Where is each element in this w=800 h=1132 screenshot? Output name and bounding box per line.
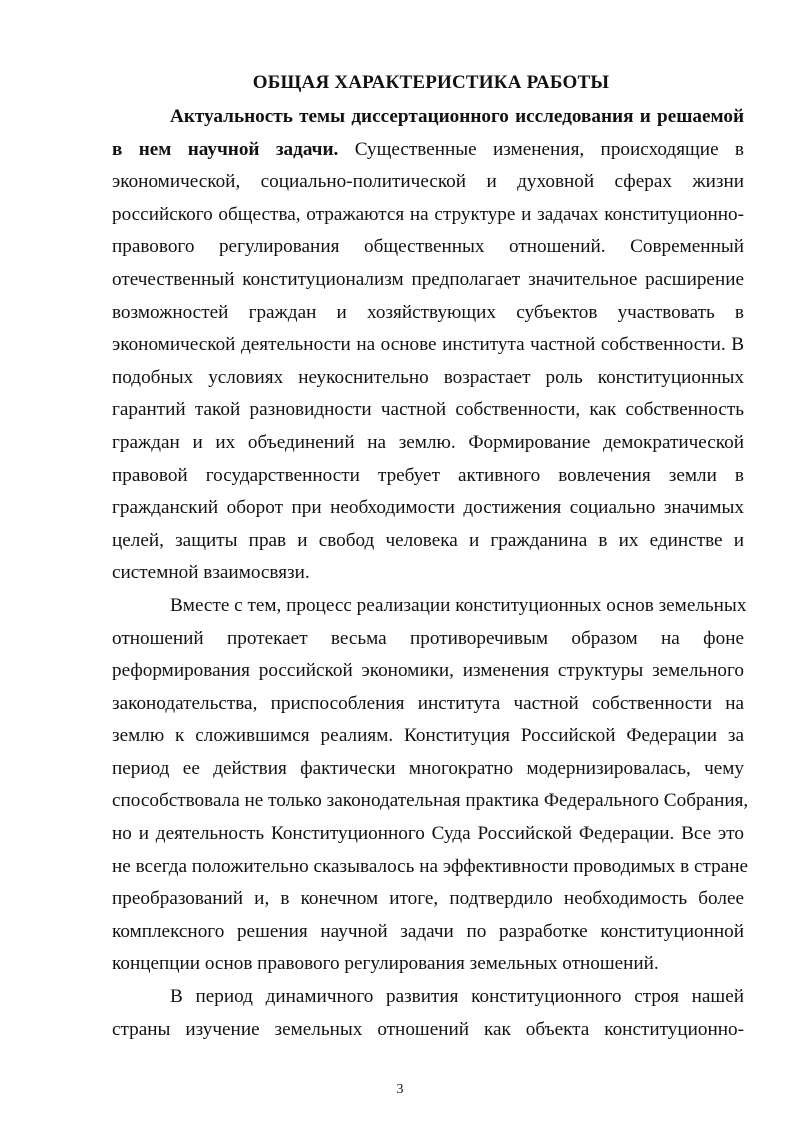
paragraph-2-line: реформирования российской экономики, изменения структуры земельного bbox=[112, 660, 744, 682]
paragraph-1-line: правового регулирования общественных отношений. Современный bbox=[112, 236, 744, 258]
paragraph-2-line: Вместе с тем, процесс реализации конституционных основ земельных bbox=[170, 594, 747, 616]
paragraph-2-line: способствовала не только законодательная практика Федерального Собрания, bbox=[112, 790, 749, 812]
paragraph-1-line: правовой государственности требует активного вовлечения земли в bbox=[112, 464, 744, 486]
document-body bbox=[112, 101, 749, 1046]
paragraph-1-line: экономической, социально-политической и духовной сферах жизни bbox=[112, 171, 744, 193]
paragraph-1-line: российского общества, отражаются на структуре и задачах конституционно- bbox=[112, 203, 744, 225]
paragraph-1-line: отечественный конституционализм предполагает значительное расширение bbox=[112, 268, 744, 290]
paragraph-2-line: но и деятельность Конституционного Суда Российской Федерации. Все это bbox=[112, 823, 744, 845]
paragraph-1-line: целей, защиты прав и свобод человека и гражданина в их единстве и bbox=[112, 529, 744, 551]
page-number: 3 bbox=[396, 1082, 404, 1097]
paragraph-1-line: граждан и их объединений на землю. Формирование демократической bbox=[112, 431, 744, 453]
paragraph-1-line: гарантий такой разновидности частной собственности, как собственность bbox=[112, 399, 744, 421]
paragraph-2-line: землю к сложившимся реалиям. Конституция Российской Федерации за bbox=[112, 725, 744, 747]
paragraph-1-line: гражданский оборот при необходимости достижения социально значимых bbox=[112, 497, 744, 519]
paragraph-1-line: экономической деятельности на основе института частной собственности. В bbox=[112, 334, 744, 356]
paragraph-2-line: преобразований и, в конечном итоге, подтвердило необходимость более bbox=[112, 888, 744, 910]
paragraph-2-line: отношений протекает весьма противоречивым образом на фоне bbox=[112, 627, 744, 649]
paragraph-2-line: период ее действия фактически многократно модернизировалась, чему bbox=[112, 757, 744, 779]
bold-lead: в нем научной задачи. bbox=[112, 138, 339, 160]
paragraph-1-line: системной взаимосвязи. bbox=[112, 562, 310, 584]
paragraph-3-line: страны изучение земельных отношений как объекта конституционно- bbox=[112, 1018, 744, 1040]
paragraph-1-line bbox=[112, 134, 744, 167]
paragraph-2-line: законодательства, приспособления института частной собственности на bbox=[112, 692, 744, 714]
paragraph-2-line: не всегда положительно сказывалось на эффективности проводимых в стране bbox=[112, 855, 749, 877]
paragraph-2-line: концепции основ правового регулирования земельных отношений. bbox=[112, 953, 659, 975]
text-run: Существенные изменения, происходящие в bbox=[354, 138, 744, 160]
paragraph-1-line: Актуальность темы диссертационного исследования и решаемой bbox=[170, 106, 744, 127]
section-title: ОБЩАЯ ХАРАКТЕРИСТИКА РАБОТЫ bbox=[252, 72, 610, 93]
paragraph-1-line: подобных условиях неукоснительно возрастает роль конституционных bbox=[112, 366, 744, 388]
paragraph-3-line: В период динамичного развития конституционного строя нашей bbox=[170, 986, 744, 1008]
paragraph-2-line: комплексного решения научной задачи по разработке конституционной bbox=[112, 920, 744, 942]
paragraph-1-line: возможностей граждан и хозяйствующих субъектов участвовать в bbox=[112, 301, 744, 323]
